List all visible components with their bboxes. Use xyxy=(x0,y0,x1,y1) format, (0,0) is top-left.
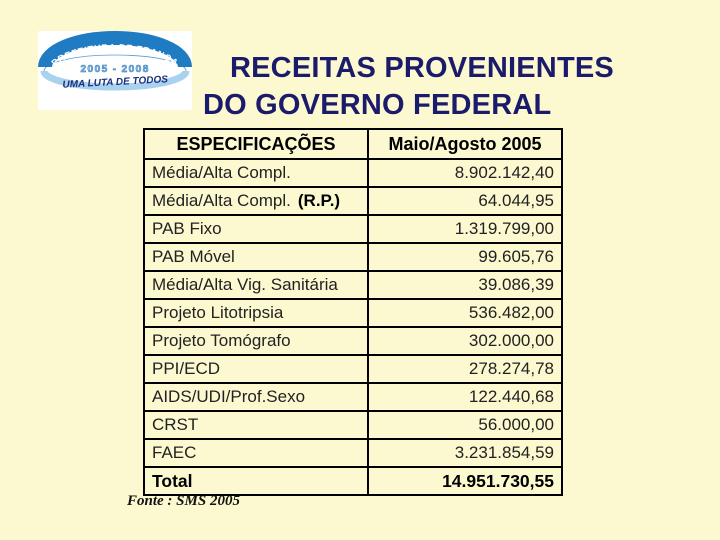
total-label-cell: Total xyxy=(144,467,368,495)
spec-cell: Projeto Litotripsia xyxy=(144,299,368,327)
table-row xyxy=(144,439,562,467)
spec-cell: FAEC xyxy=(144,439,368,467)
spec-cell: PPI/ECD xyxy=(144,355,368,383)
table-row xyxy=(144,159,562,187)
value-cell: 99.605,76 xyxy=(368,243,562,271)
table-row xyxy=(144,299,562,327)
table-header-row xyxy=(144,129,562,159)
value-cell: 56.000,00 xyxy=(368,411,562,439)
table-row xyxy=(144,383,562,411)
value-cell: 64.044,95 xyxy=(368,187,562,215)
spec-cell: Projeto Tomógrafo xyxy=(144,327,368,355)
source-note: Fonte : SMS 2005 xyxy=(127,493,240,509)
table-row xyxy=(144,411,562,439)
spec-cell: AIDS/UDI/Prof.Sexo xyxy=(144,383,368,411)
header-especificacoes: ESPECIFICAÇÕES xyxy=(144,129,368,159)
table-row xyxy=(144,271,562,299)
value-cell: 1.319.799,00 xyxy=(368,215,562,243)
revenue-table xyxy=(143,128,563,496)
table-row xyxy=(144,243,562,271)
header-periodo: Maio/Agosto 2005 xyxy=(368,129,562,159)
spec-cell: Média/Alta Compl. (R.P.) xyxy=(144,187,368,215)
table-row xyxy=(144,327,562,355)
spec-cell-bold-suffix: (R.P.) xyxy=(297,191,341,210)
value-cell: 278.274,78 xyxy=(368,355,562,383)
value-cell: 302.000,00 xyxy=(368,327,562,355)
value-cell: 39.086,39 xyxy=(368,271,562,299)
spec-cell: PAB Fixo xyxy=(144,215,368,243)
table-row xyxy=(144,187,562,215)
spec-cell: Média/Alta Compl. xyxy=(144,159,368,187)
value-cell: 3.231.854,59 xyxy=(368,439,562,467)
spec-cell: CRST xyxy=(144,411,368,439)
logo-years-text: 2005 - 2008 xyxy=(80,63,150,75)
spec-cell: Média/Alta Vig. Sanitária xyxy=(144,271,368,299)
logo-slogan-text: UMA LUTA DE TODOS xyxy=(62,74,169,91)
value-cell: 122.440,68 xyxy=(368,383,562,411)
total-row xyxy=(144,467,562,495)
table-body xyxy=(144,159,562,467)
table-row xyxy=(144,355,562,383)
slide-title: RECEITAS PROVENIENTES DO GOVERNO FEDERAL xyxy=(203,52,614,121)
total-value-cell: 14.951.730,55 xyxy=(368,467,562,495)
prefeitura-franca-logo xyxy=(38,31,192,110)
logo-arc-text: PREFEITURA DE FRANCA xyxy=(49,42,181,69)
value-cell: 8.902.142,40 xyxy=(368,159,562,187)
value-cell: 536.482,00 xyxy=(368,299,562,327)
spec-cell: PAB Móvel xyxy=(144,243,368,271)
table-row xyxy=(144,215,562,243)
